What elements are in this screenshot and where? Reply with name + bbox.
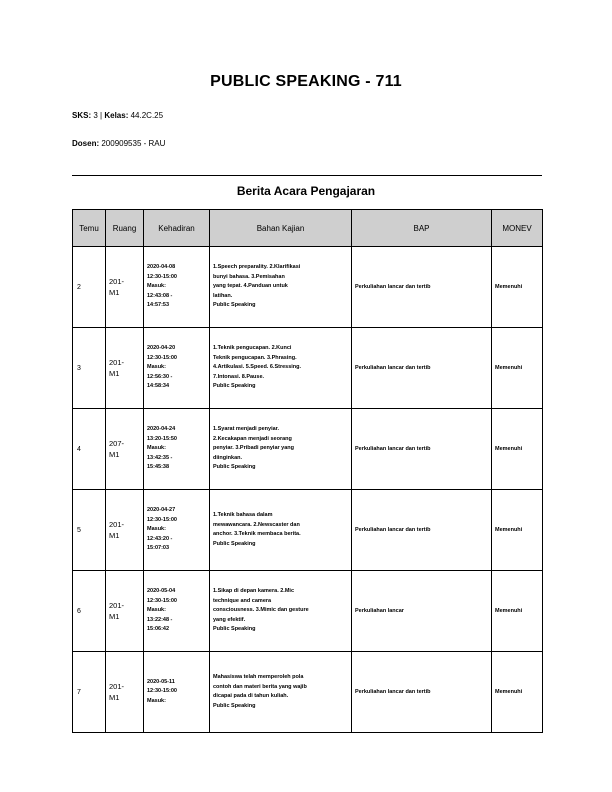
bahan-kajian-cell xyxy=(210,490,352,571)
bahan-kajian-cell-line: 7.Intonasi. 8.Pause. xyxy=(213,373,265,380)
bahan-kajian-cell-line: 1.Sikap di depan kamera. 2.Mic xyxy=(213,588,295,595)
kehadiran-cell-line: 2020-04-08 xyxy=(147,264,176,271)
kehadiran-cell-line: 2020-05-11 xyxy=(147,678,175,685)
kehadiran-cell-line: Masuk: xyxy=(147,607,166,614)
bahan-kajian-cell-line: 2.Kecakapan menjadi seorang xyxy=(213,435,292,442)
ruang-cell-line: 201- xyxy=(109,601,125,610)
monev-cell: Memenuhi xyxy=(492,409,543,490)
bahan-kajian-cell-line: Public Speaking xyxy=(213,302,256,309)
bahan-kajian-cell xyxy=(210,652,352,733)
column-header: Kehadiran xyxy=(144,210,210,247)
bahan-kajian-cell-line: diinginkan. xyxy=(213,454,243,461)
bahan-kajian-cell-line: 4.Artikulasi. 5.Speed. 6.Stressing. xyxy=(213,364,302,371)
temu-cell: 7 xyxy=(73,652,106,733)
kehadiran-cell xyxy=(144,652,210,733)
bahan-kajian-cell-line: yang tepat. 4.Panduan untuk xyxy=(213,283,288,290)
table-row xyxy=(73,247,543,328)
bahan-kajian-cell-line: 1.Speech preparality. 2.Klarifikasi xyxy=(213,264,301,271)
kehadiran-cell-line: 14:57:53 xyxy=(147,302,170,309)
kehadiran-cell xyxy=(144,328,210,409)
bahan-kajian-cell-line: Public Speaking xyxy=(213,383,256,390)
ruang-cell-line: M1 xyxy=(109,450,120,459)
kehadiran-cell xyxy=(144,571,210,652)
bap-cell: Perkuliahan lancar dan tertib xyxy=(352,247,492,328)
teaching-log-table xyxy=(72,209,543,733)
lecturer-info xyxy=(72,139,165,148)
kehadiran-cell-line: 2020-04-24 xyxy=(147,426,176,433)
table-row xyxy=(73,571,543,652)
kehadiran-cell-line: Masuk: xyxy=(147,364,166,371)
temu-cell: 6 xyxy=(73,571,106,652)
ruang-cell-line: M1 xyxy=(109,531,120,540)
ruang-cell-line: 201- xyxy=(109,520,125,529)
column-header: BAP xyxy=(352,210,492,247)
bahan-kajian-cell xyxy=(210,328,352,409)
bap-cell: Perkuliahan lancar dan tertib xyxy=(352,409,492,490)
bahan-kajian-cell-line: yang efektif. xyxy=(213,616,246,623)
bap-cell: Perkuliahan lancar dan tertib xyxy=(352,652,492,733)
kehadiran-cell-line: 15:06:42 xyxy=(147,626,170,633)
kehadiran-cell-line: 12:43:20 - xyxy=(147,535,173,542)
ruang-cell xyxy=(106,247,144,328)
kehadiran-cell-line: 12:43:08 - xyxy=(147,292,173,299)
ruang-cell xyxy=(106,328,144,409)
ruang-cell-line: 201- xyxy=(109,682,125,691)
ruang-cell-line: M1 xyxy=(109,288,120,297)
kehadiran-cell-line: 15:45:38 xyxy=(147,464,170,471)
kehadiran-cell-line: Masuk: xyxy=(147,526,166,533)
sks-value: 3 | xyxy=(93,111,105,120)
kehadiran-cell-line: 13:22:48 - xyxy=(147,616,173,623)
temu-cell: 4 xyxy=(73,409,106,490)
bahan-kajian-cell-line: dicapai pada di tahun kuliah. xyxy=(213,693,289,699)
bahan-kajian-cell-line: mewawancara. 2.Newscaster dan xyxy=(213,521,300,528)
bahan-kajian-cell-line: Public Speaking xyxy=(213,464,256,471)
bahan-kajian-cell xyxy=(210,247,352,328)
kehadiran-cell-line: 13:20-15:50 xyxy=(147,435,177,442)
bahan-kajian-cell xyxy=(210,409,352,490)
ruang-cell-line: M1 xyxy=(109,693,120,702)
monev-cell: Memenuhi xyxy=(492,490,543,571)
dosen-value: 200909535 - RAU xyxy=(101,139,166,148)
bahan-kajian-cell-line: technique and camera xyxy=(213,597,272,604)
kehadiran-cell-line: 2020-05-04 xyxy=(147,588,176,595)
bahan-kajian-cell-line: consciousness. 3.Mimic dan gesture xyxy=(213,607,309,614)
bahan-kajian-cell-line: contoh dan materi berita yang wajib xyxy=(213,683,307,690)
temu-cell: 5 xyxy=(73,490,106,571)
bahan-kajian-cell-line: anchor. 3.Teknik membaca berita. xyxy=(213,531,301,537)
kehadiran-cell-line: 12:30-15:00 xyxy=(147,273,177,280)
monev-cell: Memenuhi xyxy=(492,328,543,409)
kehadiran-cell xyxy=(144,247,210,328)
ruang-cell-line: 207- xyxy=(109,439,125,448)
kehadiran-cell xyxy=(144,490,210,571)
kelas-value: 44.2C.25 xyxy=(130,111,164,120)
kehadiran-cell-line: 15:07:03 xyxy=(147,545,170,552)
monev-cell: Memenuhi xyxy=(492,247,543,328)
kehadiran-cell-line: 12:30-15:00 xyxy=(147,354,177,361)
temu-cell: 3 xyxy=(73,328,106,409)
column-header: Temu xyxy=(73,210,106,247)
bahan-kajian-cell-line: 1.Teknik bahasa dalam xyxy=(213,512,273,518)
bap-cell: Perkuliahan lancar dan tertib xyxy=(352,328,492,409)
kehadiran-cell-line: 14:58:34 xyxy=(147,383,170,390)
dosen-label: Dosen: xyxy=(72,139,100,148)
ruang-cell xyxy=(106,490,144,571)
ruang-cell-line: 201- xyxy=(109,277,125,286)
column-header: Ruang xyxy=(106,210,144,247)
bahan-kajian-cell-line: Mahasiswa telah memperoleh pola xyxy=(213,674,304,680)
bahan-kajian-cell-line: bunyi bahasa. 3.Pemisahan xyxy=(213,273,285,280)
column-header: Bahan Kajian xyxy=(210,210,352,247)
bahan-kajian-cell-line: Public Speaking xyxy=(213,702,256,709)
bahan-kajian-cell-line: latihan. xyxy=(213,292,233,299)
bahan-kajian-cell-line: 1.Syarat menjadi penyiar. xyxy=(213,426,280,433)
kehadiran-cell-line: Masuk: xyxy=(147,283,166,290)
bahan-kajian-cell xyxy=(210,571,352,652)
kehadiran-cell-line: 2020-04-20 xyxy=(147,345,176,352)
kehadiran-cell-line: 12:30-15:00 xyxy=(147,688,177,695)
kehadiran-cell-line: Masuk: xyxy=(147,697,166,704)
table-row xyxy=(73,409,543,490)
temu-cell: 2 xyxy=(73,247,106,328)
ruang-cell xyxy=(106,571,144,652)
kelas-label: Kelas: xyxy=(104,111,129,120)
ruang-cell xyxy=(106,652,144,733)
ruang-cell-line: 201- xyxy=(109,358,125,367)
bahan-kajian-cell-line: Public Speaking xyxy=(213,626,256,633)
bap-cell: Perkuliahan lancar xyxy=(352,571,492,652)
bap-cell: Perkuliahan lancar dan tertib xyxy=(352,490,492,571)
table-row xyxy=(73,652,543,733)
table-row xyxy=(73,328,543,409)
ruang-cell-line: M1 xyxy=(109,612,120,621)
kehadiran-cell-line: 12:30-15:00 xyxy=(147,516,177,523)
ruang-cell xyxy=(106,409,144,490)
bahan-kajian-cell-line: 1.Teknik pengucapan. 2.Kunci xyxy=(213,345,292,352)
course-info xyxy=(72,111,163,120)
section-title: Berita Acara Pengajaran xyxy=(236,184,376,198)
kehadiran-cell-line: 2020-04-27 xyxy=(147,507,176,514)
kehadiran-cell xyxy=(144,409,210,490)
monev-cell: Memenuhi xyxy=(492,652,543,733)
column-header: MONEV xyxy=(492,210,543,247)
page-title: PUBLIC SPEAKING - 711 xyxy=(210,73,402,90)
table-header-row xyxy=(73,210,543,247)
bahan-kajian-cell-line: Public Speaking xyxy=(213,540,256,547)
bahan-kajian-cell-line: penyiar. 3.Pribadi penyiar yang xyxy=(213,445,295,452)
divider xyxy=(72,175,542,176)
ruang-cell-line: M1 xyxy=(109,369,120,378)
bahan-kajian-cell-line: Teknik pengucapan. 3.Phrasing. xyxy=(213,354,297,361)
table-row xyxy=(73,490,543,571)
kehadiran-cell-line: Masuk: xyxy=(147,445,166,452)
monev-cell: Memenuhi xyxy=(492,571,543,652)
kehadiran-cell-line: 12:56:30 - xyxy=(147,373,173,380)
kehadiran-cell-line: 12:30-15:00 xyxy=(147,597,177,604)
kehadiran-cell-line: 13:42:35 - xyxy=(147,454,173,461)
sks-label: SKS: xyxy=(72,111,92,120)
